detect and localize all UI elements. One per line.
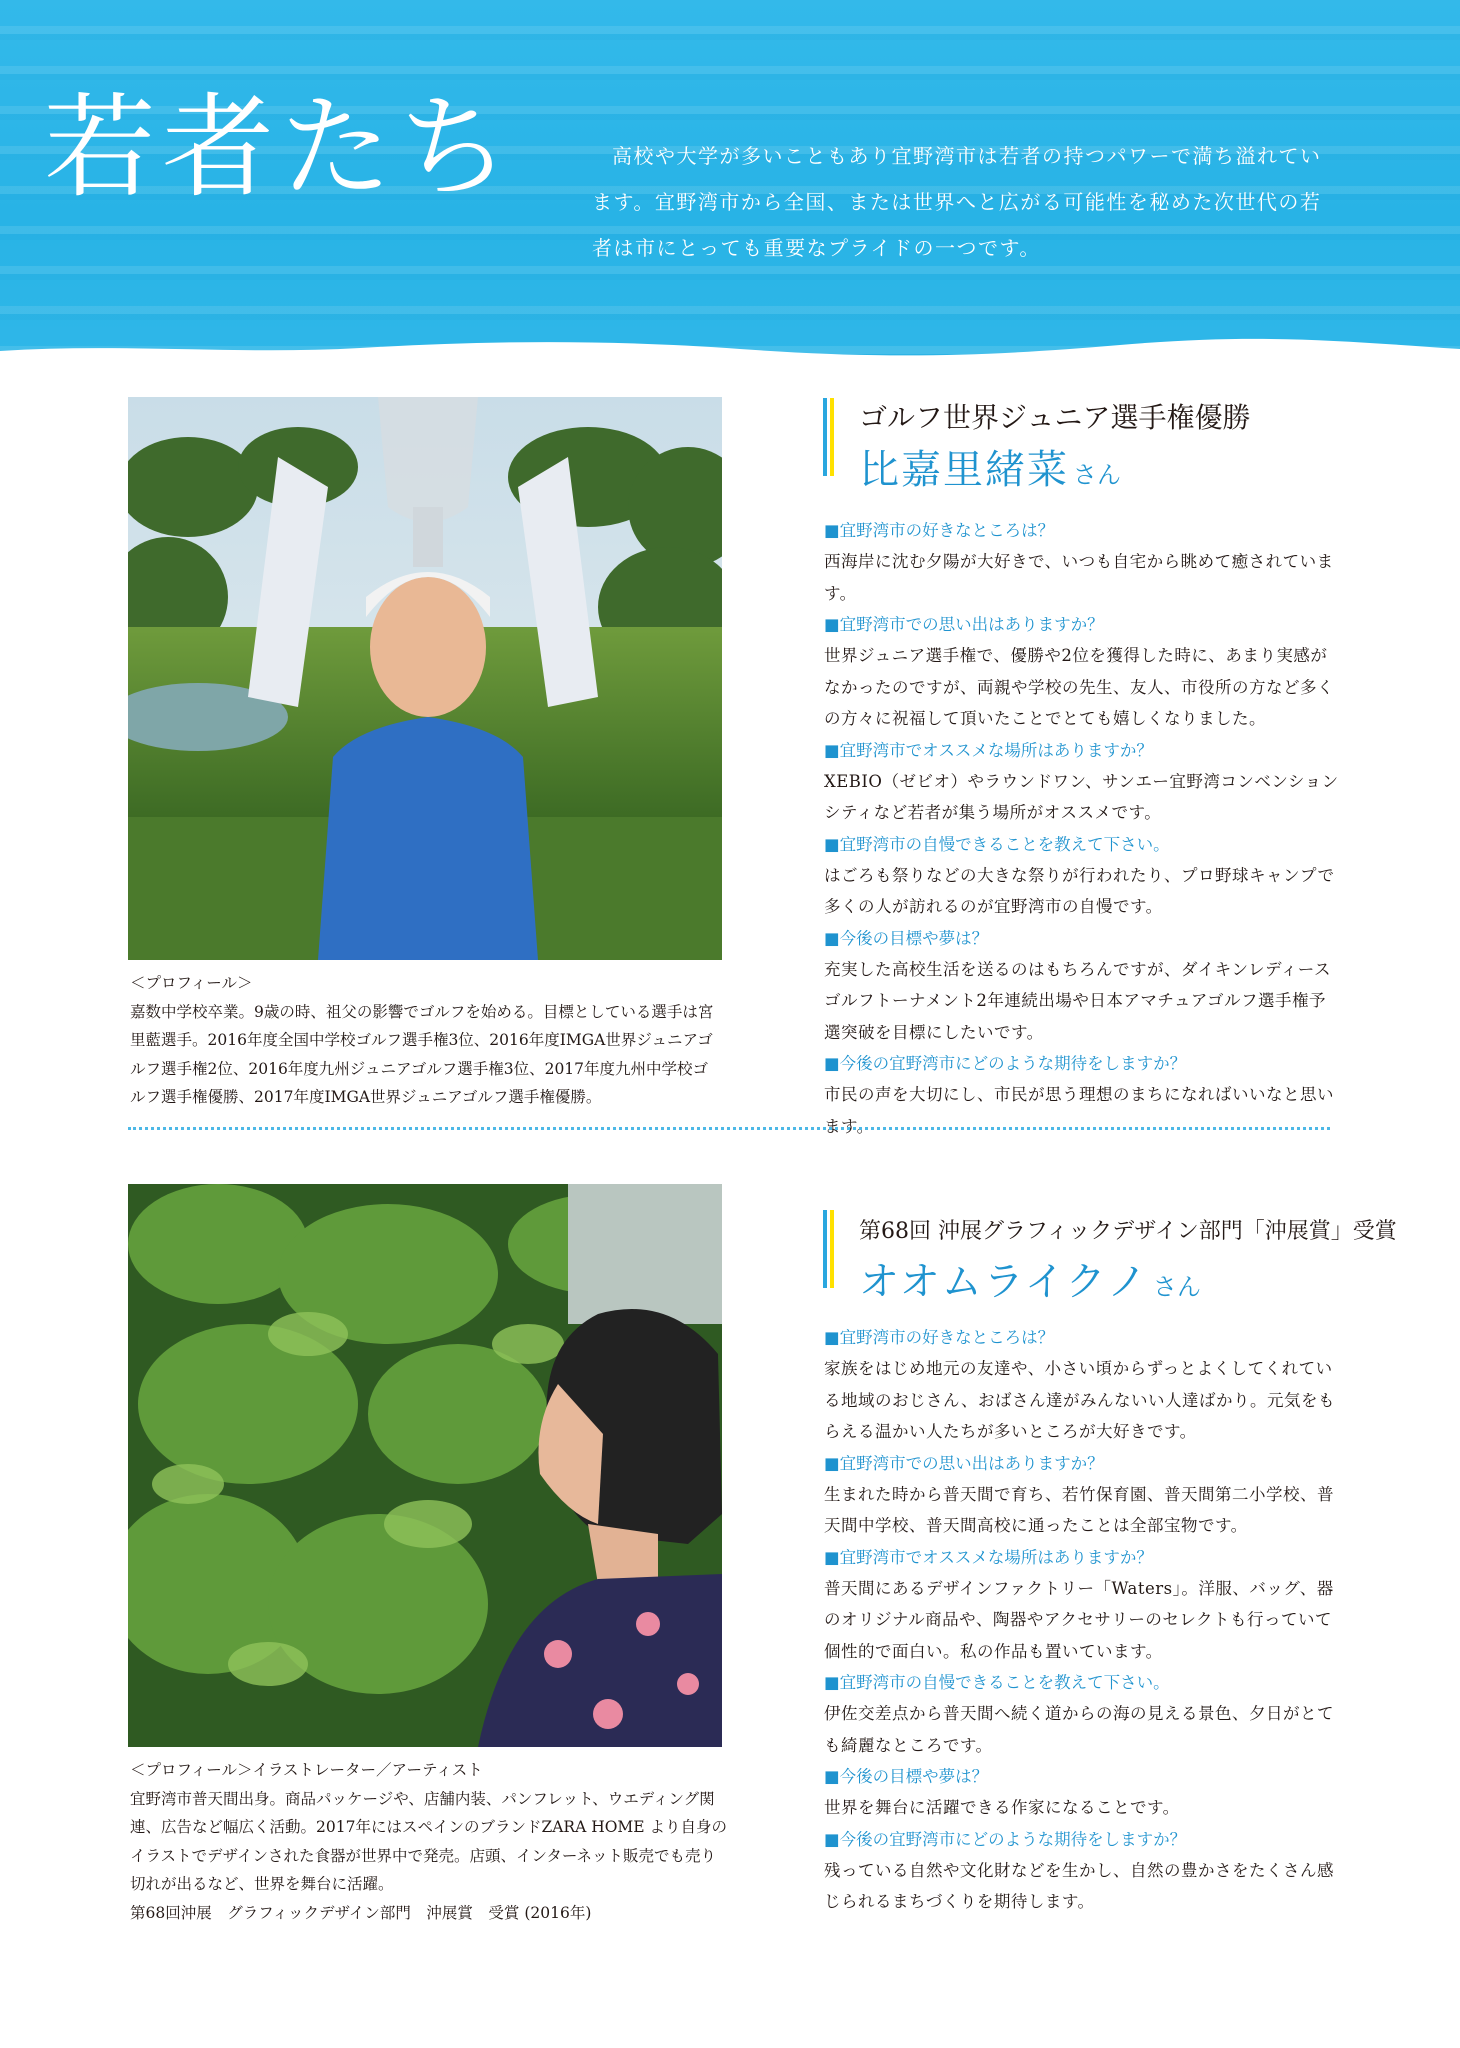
answer: 普天間にあるデザインファクトリー「Waters」。洋服、バッグ、器のオリジナル商品や、陶器やアクセサリーのセレクトも行っていて個性的で面白い。私の作品も置いています。 bbox=[824, 1578, 1334, 1661]
question: ■宜野湾市での思い出はありますか？ bbox=[824, 615, 1104, 634]
golfer-photo bbox=[128, 397, 722, 960]
answer: 市民の声を大切にし、市民が思う理想のまちになればいいなと思います。 bbox=[824, 1085, 1334, 1136]
question: ■今後の目標や夢は？ bbox=[824, 1767, 989, 1786]
answer: 残っている自然や文化財などを生かし、自然の豊かさをたくさん感じられるまちづくりを期待します。 bbox=[824, 1860, 1334, 1911]
artist-photo bbox=[128, 1184, 722, 1747]
question: ■今後の目標や夢は？ bbox=[824, 928, 989, 948]
profile-heading: ＜プロフィール＞イラストレーター／アーティスト bbox=[130, 1761, 483, 1779]
question: ■宜野湾市でオススメな場所はありますか？ bbox=[824, 740, 1153, 760]
profile-heading: ＜プロフィール＞ bbox=[130, 974, 253, 992]
answer: はごろも祭りなどの大きな祭りが行われたり、プロ野球キャンプで多くの人が訪れるのが宜野湾市の自慢です。 bbox=[824, 865, 1335, 916]
answer: 西海岸に沈む夕陽が大好きで、いつも自宅から眺めて癒されています。 bbox=[824, 552, 1334, 603]
award-subtitle: ゴルフ世界ジュニア選手権優勝 bbox=[859, 401, 1251, 434]
qa-item bbox=[824, 1761, 1339, 1824]
qa-list bbox=[824, 515, 1339, 1142]
question: ■今後の宜野湾市にどのような期待をしますか？ bbox=[824, 1829, 1187, 1849]
page-title: 若者たち bbox=[44, 83, 516, 213]
qa-item bbox=[824, 923, 1339, 1049]
answer: XEBIO（ゼビオ）やラウンドワン、サンエー宜野湾コンベンションシティなど若者が集う場所がオススメです。 bbox=[824, 771, 1339, 822]
qa-item bbox=[824, 1667, 1339, 1761]
award-subtitle: 第68回 沖展グラフィックデザイン部門「沖展賞」受賞 bbox=[859, 1219, 1397, 1244]
answer: 生まれた時から普天間で育ち、若竹保育園、普天間第二小学校、普天間中学校、普天間高校に通ったことは全部宝物です。 bbox=[824, 1484, 1334, 1535]
answer: 世界を舞台に活躍できる作家になることです。 bbox=[824, 1798, 1180, 1817]
profile-block bbox=[130, 969, 722, 1112]
qa-item bbox=[824, 609, 1339, 735]
answer: 家族をはじめ地元の友達や、小さい頃からずっとよくしてくれている地域のおじさん、おばさん達がみんないい人達ばかり。元気をもらえる温かい人たちが多いところが大好きです。 bbox=[824, 1359, 1335, 1441]
person-name: 比嘉里緒菜 さん bbox=[859, 447, 1121, 493]
dotted-divider bbox=[128, 1127, 1330, 1130]
award-line: 第68回沖展 グラフィックデザイン部門 沖展賞 受賞 (2016年) bbox=[130, 1903, 592, 1922]
qa-item bbox=[824, 1824, 1339, 1918]
answer: 充実した高校生活を送るのはもちろんですが、ダイキンレディースゴルフトーナメント2年連続出場や日本アマチュアゴルフ選手権予選突破を目標にしたいです。 bbox=[824, 959, 1331, 1042]
qa-item bbox=[824, 1322, 1339, 1448]
qa-item bbox=[824, 829, 1339, 923]
accent-bars bbox=[823, 398, 835, 476]
answer: 伊佐交差点から普天間へ続く道からの海の見える景色、夕日がとても綺麗なところです。 bbox=[824, 1704, 1334, 1755]
profile-text: 宜野湾市普天間出身。商品パッケージや、店舗内装、パンフレット、ウエディング関連、広告など幅広く活動。2017年にはスペインのブランドZARA HOME より自身のイラストでデザインされた食器が世界中で発売。店頭、インターネット販売でも売り切れが出るなど、世界を舞台に活躍。 bbox=[130, 1789, 728, 1893]
header-banner bbox=[0, 0, 1460, 360]
question: ■今後の宜野湾市にどのような期待をしますか？ bbox=[824, 1054, 1187, 1073]
qa-item bbox=[824, 1448, 1339, 1542]
qa-list bbox=[824, 1322, 1339, 1918]
question: ■宜野湾市の好きなところは？ bbox=[824, 1328, 1055, 1347]
question: ■宜野湾市でオススメな場所はありますか？ bbox=[824, 1547, 1153, 1567]
person-name: オオムライクノ さん bbox=[859, 1259, 1201, 1305]
question: ■宜野湾市の自慢できることを教えて下さい。 bbox=[824, 834, 1170, 854]
qa-item bbox=[824, 735, 1339, 829]
intro-text: 高校や大学が多いこともあり宜野湾市は若者の持つパワーで満ち溢れています。宜野湾市から全国、または世界へと広がる可能性を秘めた次世代の若者は市にとっても重要なプライドの一つです。 bbox=[592, 144, 1322, 260]
wave-divider bbox=[0, 321, 1460, 361]
profile-block bbox=[130, 1756, 730, 1927]
question: ■宜野湾市の好きなところは？ bbox=[824, 521, 1055, 540]
accent-bars bbox=[823, 1210, 835, 1288]
profile-text: 嘉数中学校卒業。9歳の時、祖父の影響でゴルフを始める。目標としている選手は宮里藍選手。2016年度全国中学校ゴルフ選手権3位、2016年度IMGA世界ジュニアゴルフ選手権2位、2016年度九州ジュニアゴルフ選手権3位、2017年度九州中学校ゴルフ選手権優勝、2017年度IMGA世界ジュニアゴルフ選手権優勝。 bbox=[130, 1002, 714, 1106]
question: ■宜野湾市での思い出はありますか？ bbox=[824, 1453, 1104, 1473]
answer: 世界ジュニア選手権で、優勝や2位を獲得した時に、あまり実感がなかったのですが、両親や学校の先生、友人、市役所の方など多くの方々に祝福して頂いたことでとても嬉しくなりました。 bbox=[824, 646, 1334, 728]
question: ■宜野湾市の自慢できることを教えて下さい。 bbox=[824, 1673, 1170, 1692]
qa-item bbox=[824, 1542, 1339, 1668]
qa-item bbox=[824, 515, 1339, 609]
